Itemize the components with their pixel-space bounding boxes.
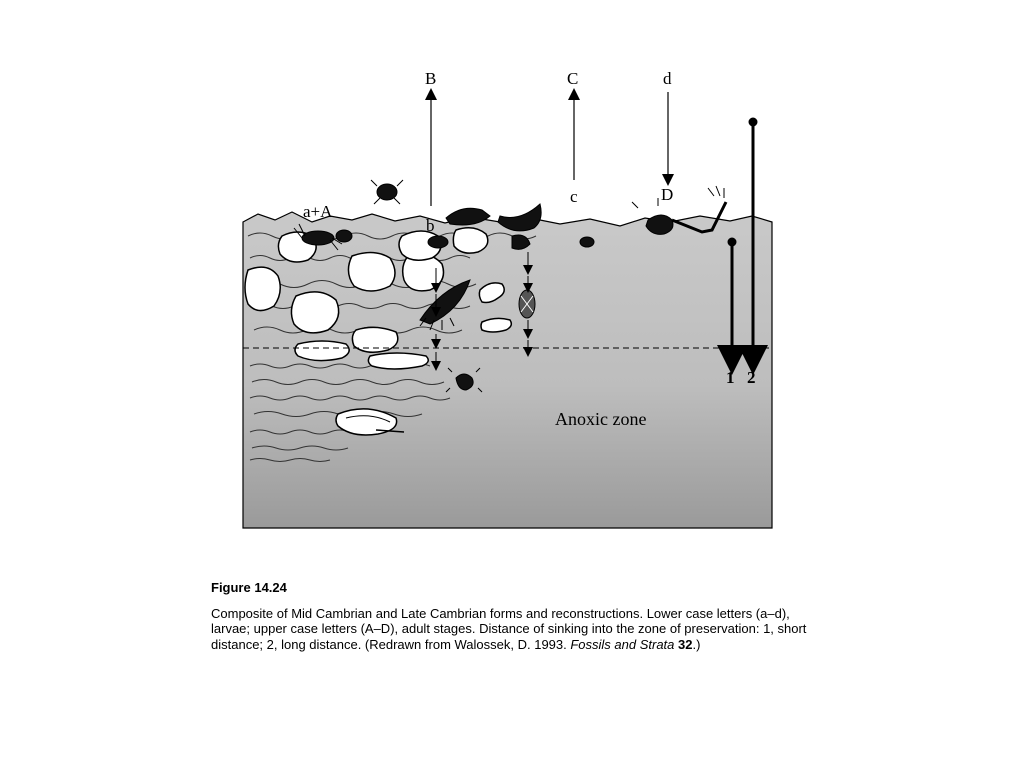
- caption-end: .): [692, 636, 701, 652]
- caption-title: Figure 14.24: [211, 580, 287, 595]
- caption-body: [211, 606, 811, 653]
- label-1: 1: [726, 368, 735, 387]
- anoxic-zone-label: Anoxic zone: [555, 409, 647, 429]
- label-2: 2: [747, 368, 756, 387]
- label-B: B: [425, 69, 437, 88]
- label-d: d: [663, 69, 672, 88]
- figure-caption: [211, 580, 811, 652]
- label-a-plus-A: a+A: [303, 202, 333, 221]
- caption-journal: Fossils and Strata: [570, 636, 675, 652]
- caption-text: Composite of Mid Cambrian and Late Cambrian forms and reconstructions. Lower case letters (a–d), larvae; upper case letters (A–D), adult stages. Distance of sinking into the zone of preservation: 1, short distance; 2, long distance. (Redrawn from Walossek, D. 1993.: [211, 605, 807, 652]
- label-D: D: [661, 185, 674, 204]
- caption-volume: 32: [678, 636, 693, 652]
- sediment-block: [243, 212, 772, 528]
- label-b: b: [426, 216, 435, 235]
- label-C: C: [567, 69, 579, 88]
- label-c: c: [570, 187, 578, 206]
